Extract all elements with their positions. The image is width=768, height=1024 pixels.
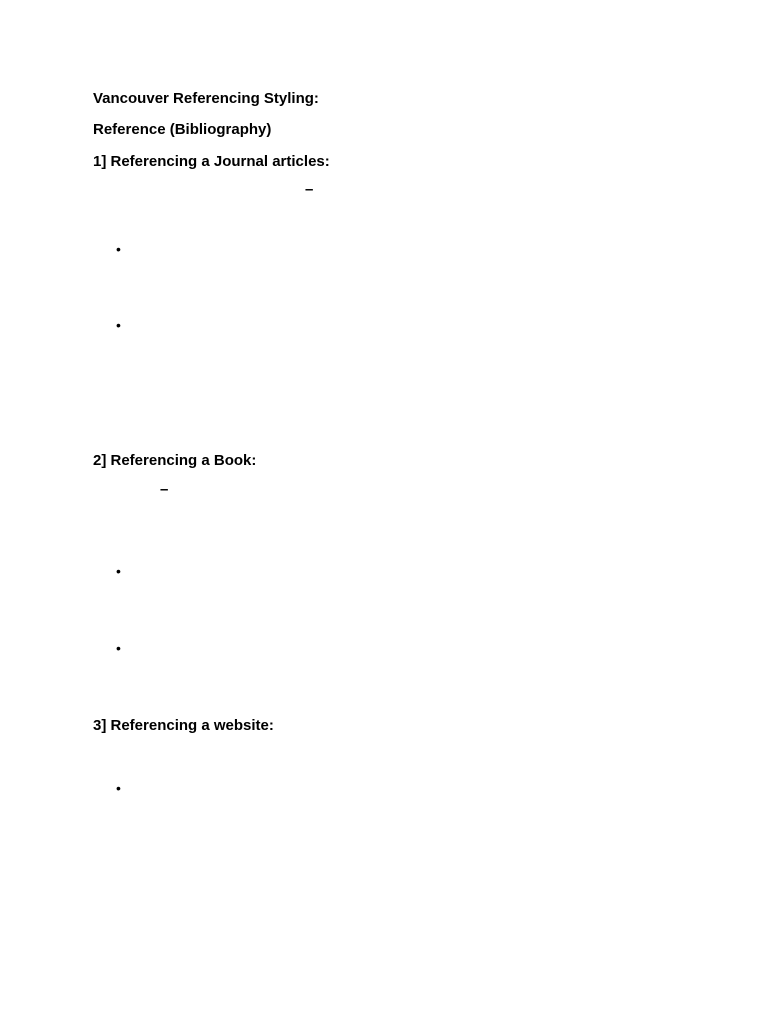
- section-heading-journal-articles: 1] Referencing a Journal articles:: [93, 153, 330, 170]
- document-title: Vancouver Referencing Styling:: [93, 90, 319, 107]
- section-heading-book: 2] Referencing a Book:: [93, 452, 257, 469]
- bullet-point: •: [116, 780, 121, 796]
- bullet-point: •: [116, 241, 121, 257]
- bullet-point: •: [116, 640, 121, 656]
- dash-mark: –: [305, 181, 314, 198]
- bullet-point: •: [116, 317, 121, 333]
- section-heading-website: 3] Referencing a website:: [93, 717, 274, 734]
- bullet-point: •: [116, 563, 121, 579]
- dash-mark: –: [160, 481, 169, 498]
- document-subtitle: Reference (Bibliography): [93, 121, 272, 138]
